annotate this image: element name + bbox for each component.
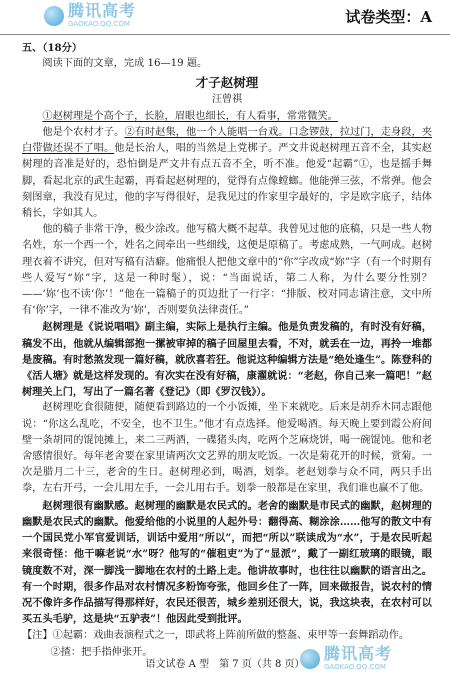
article-paragraph [22,222,432,319]
article-paragraph [22,400,432,497]
article-paragraph [22,125,432,222]
watermark-logo [44,3,136,28]
paragraph-text: 赵树理很有幽默感。赵树理的幽默是农民式的。老舍的幽默是市民式的幽默，赵树理的幽默是农民式的幽默。他爱给他的小说里的人起外号：翻得高、糊涂涂……他写的散文中有一个国民党小军官爱训话，训话中爱用“所以”，而把“所以”联读成为“水”，于是农民听起来很奇怪：他干嘛老说“水”呀？他写的“催租吏”为了“显派”，戴了一副红玻璃的眼镜，眼镜度数不对，深一脚浅一脚地在农村的土路上走。他讲故事时，也往往以幽默的语言出之。有一个时期，很多作品对农村情况多粉饰夸张，他回乡住了一阵，回来做报告，说农村的情况不像许多作品描写得那样好，农民还很苦，城乡差别还很大，说，我这块表，在农村可以买五头毛驴，这是块“五驴表”！他因此受到批评。 [22,499,432,626]
page-header [0,0,450,35]
article-paragraph [22,109,432,125]
paragraph-text: 他是长治人，唱的当然是上党梆子。严文井说赵树理五音不全，其实赵树理的音准是好的，恐怕倒是严文井有点五音不全，听不准。他爱“起霸”①，也是摇手舞脚，看起北京的武生起霸，再看起赵树理的，觉得有点像螳螂。他能弹三弦，不常弹。他会刻图章，我没有见过，他的字写得很好，是我见过的作家里字最好的，字是欧字底子，结体稍长，字如其人。 [22,143,432,220]
globe-icon [44,6,64,26]
note-item [22,628,432,644]
article-paragraph [22,319,432,400]
page-footer: 语文试卷 A 型 第 7 页（共 8 页） [145,659,305,670]
watermark-text: 腾讯高考 [68,1,137,20]
article-paragraph [22,498,432,628]
underlined-sentence: ①赵树理是个高个子，长脸，眉眼也细长，有人看事，常常微笑。 [42,110,338,122]
article-body [22,109,432,628]
notes-label: 【注】 [22,630,53,642]
section-heading: 五、（18分） [22,42,83,54]
paragraph-text: 他的稿子非常干净，极少涂改。他写稿大概不起草。我曾见过他的底稿，只是一些人物名姓，东一个西一个，姓名之间牵出一些细线，这便是原稿了。考虑成熟，一气呵成。赵树理衣着不讲究，但对写稿有洁癖。他痛恨人把他文章中的“你”字改成“妳”字（有一个时期有些人爱写“妳”字，这是一种时髦），说：“当面说话，第二人称，为什么要分性别？——‘妳’也不读‘你’！”他在一篇稿子的页边批了一行字：“排版、校对同志请注意，文中所有‘你’字，一律不准改为‘妳’，否则要负法律责任。” [22,224,432,317]
question-content [22,40,432,661]
article-title: 才子赵树理 [195,75,259,91]
paragraph-text: 赵树理吃食很随便，随便看到路边的一个小饭摊，坐下来就吃。后来是胡乔木同志跟他说：“你这么乱吃，不安全，也不卫生。”他才有点选择。他爱喝酒。每天晚上要到霞公府间壁一条胡同的馄饨摊上，来二三两酒，一碟猪头肉，吃两个芝麻烧饼，喝一碗馄饨。他和老舍感情很好。每年老舍要在家里请两次文艺界的朋友吃饭。一次是菊花开的时候，赏菊。一次是腊月二十三，老舍的生日。赵树理必到，喝酒，划拳。老赵划拳与众不同，两只手出拳，左右开弓，一会儿用左手，一会儿用右手。划拳一般都是在家里，我们谁也赢不了他。 [22,402,432,495]
watermark-url: GAOKAO.QQ.COM [68,20,130,28]
underlined-sentence: ②有时赵集，他一个人能唱一台戏。口念锣鼓，拉过门，走身段，夹白带做还误不了唱。 [22,127,433,155]
section-instruction: 阅读下面的文章，完成 16—19 题。 [42,58,208,70]
note-text: ②揸：把手指伸张开。 [50,646,153,658]
watermark-text: 腾讯高考 [324,644,393,663]
watermark-url: GAOKAO.QQ.COM [324,663,386,671]
article-author: 汪曾祺 [212,93,242,105]
paragraph-text: 他是个农村才子。 [42,127,125,139]
paragraph-text: 赵树理是《说说唱唱》副主编，实际上是执行主编。他是负责发稿的，有时没有好稿，稿发不出，他就从编辑部抱一摞被审掉的稿子回屋里去看，不对，就丢在一边，再拎一堆都是废稿。有时愁煞发现一篇好稿，就欣喜若狂。他说这种编辑方法是“绝处逢生”。陈登科的《活人塘》就是这样发现的。有次实在没有好稿，康濯就说：“老赵，你自己来一篇吧！”赵树理关上门，写出了一篇名著《登记》（即《罗汉钱》）。 [22,321,432,399]
note-text: ①起霸：戏曲表演程式之一，即武将上阵前所做的整盔、束甲等一套舞蹈动作。 [52,630,410,642]
paper-type-label: 试卷类型：A [345,8,432,26]
